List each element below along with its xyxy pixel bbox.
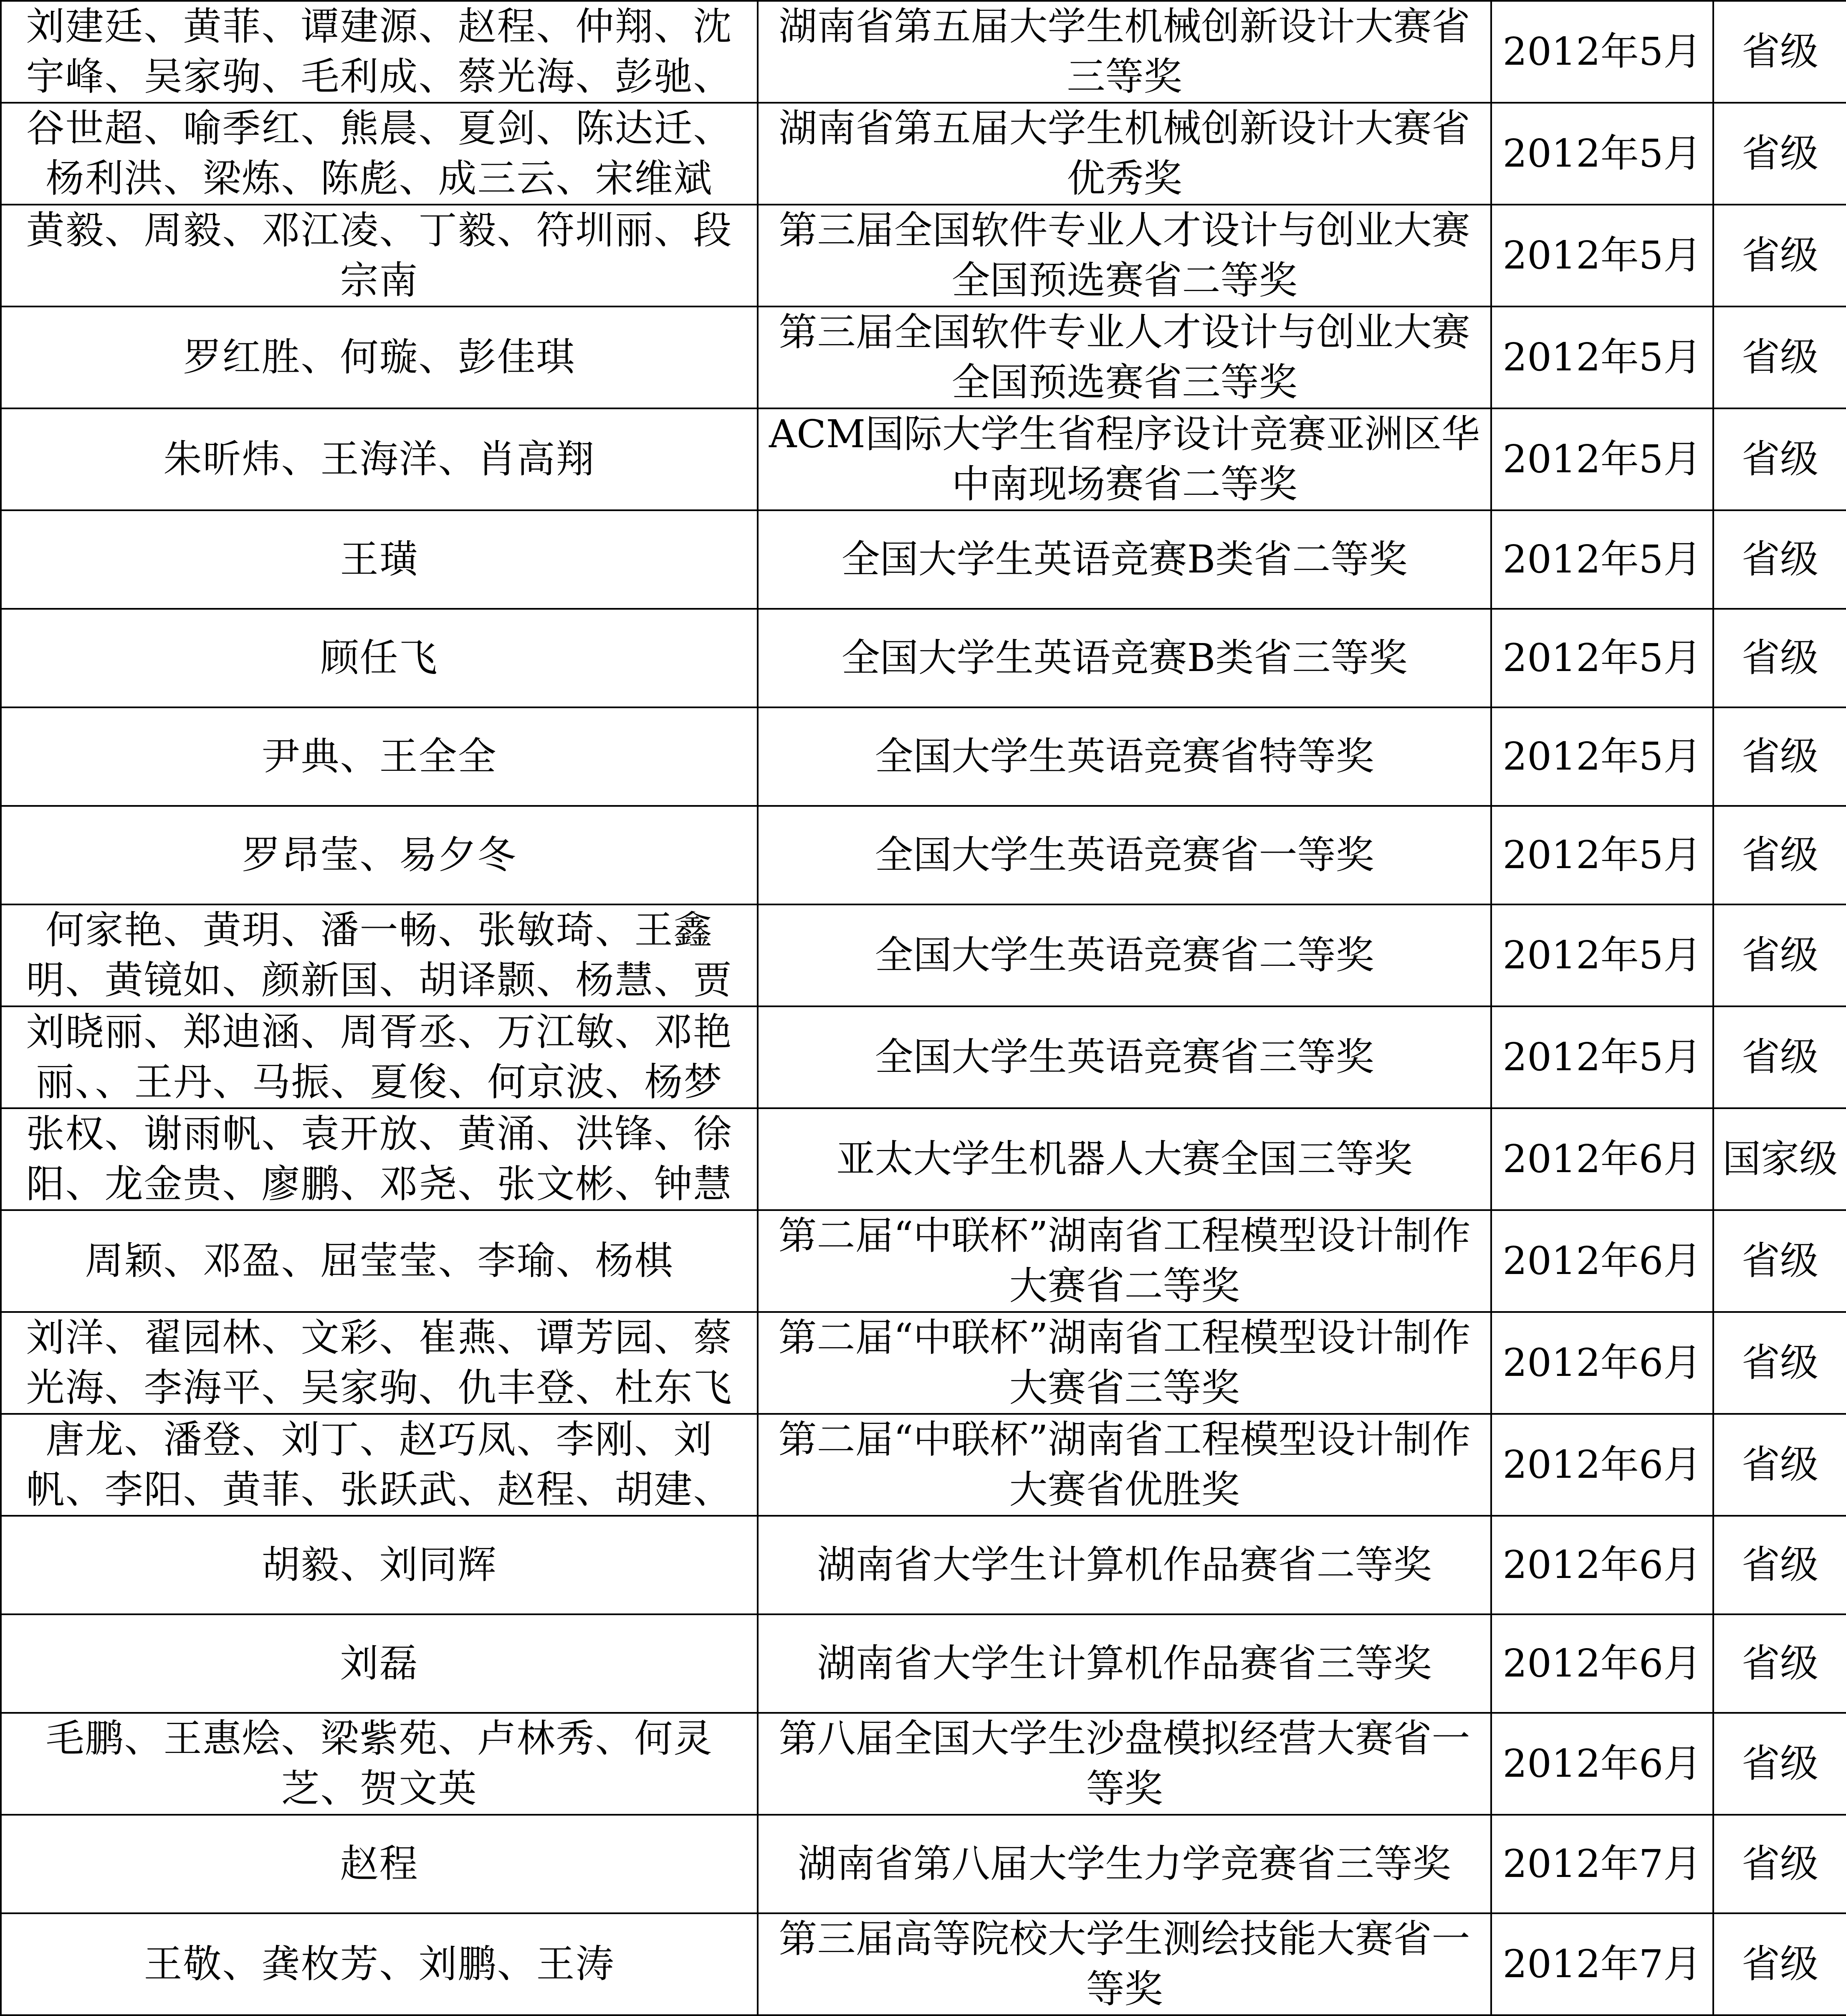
date-text: 2012年6月 (1502, 1238, 1702, 1283)
date-text: 2012年5月 (1502, 29, 1702, 74)
award-cell (758, 1, 1491, 103)
level-cell (1713, 1614, 1846, 1713)
date-cell (1491, 1414, 1713, 1516)
winners-text: 唐龙、潘登、刘丁、赵巧凤、李刚、刘帆、李阳、黄菲、张跃武、赵程、胡建、 (26, 1417, 733, 1512)
winners-cell (1, 306, 758, 408)
winners-cell (1, 1414, 758, 1516)
award-text: 湖南省第八届大学生力学竞赛省三等奖 (798, 1841, 1451, 1886)
level-cell (1713, 510, 1846, 609)
award-cell (758, 806, 1491, 904)
winners-text: 顾任飞 (320, 636, 438, 680)
winners-cell (1, 806, 758, 904)
date-cell (1491, 103, 1713, 205)
level-text: 省级 (1741, 131, 1818, 176)
level-cell (1713, 609, 1846, 707)
level-cell (1713, 1516, 1846, 1614)
award-text: ACM国际大学生省程序设计竞赛亚洲区华中南现场赛省二等奖 (769, 412, 1480, 507)
award-cell (758, 1312, 1491, 1414)
table-row (1, 306, 1846, 408)
date-cell (1491, 306, 1713, 408)
date-cell (1491, 1913, 1713, 2015)
date-text: 2012年5月 (1502, 437, 1702, 481)
award-text: 第二届“中联杯”湖南省工程模型设计制作大赛省三等奖 (778, 1315, 1471, 1410)
winners-cell (1, 205, 758, 306)
level-text: 省级 (1741, 734, 1818, 779)
winners-text: 朱昕炜、王海洋、肖高翔 (163, 437, 595, 481)
winners-cell (1, 609, 758, 707)
level-cell (1713, 1913, 1846, 2015)
award-text: 全国大学生英语竞赛B类省三等奖 (841, 636, 1408, 680)
level-text: 省级 (1741, 1741, 1818, 1786)
level-text: 省级 (1741, 537, 1818, 582)
winners-cell (1, 408, 758, 510)
award-cell (758, 1516, 1491, 1614)
date-cell (1491, 609, 1713, 707)
winners-cell (1, 1713, 758, 1815)
level-text: 省级 (1741, 833, 1818, 877)
winners-cell (1, 1, 758, 103)
level-cell (1713, 1815, 1846, 1913)
level-cell (1713, 1414, 1846, 1516)
winners-cell (1, 1210, 758, 1312)
award-cell (758, 306, 1491, 408)
winners-cell (1, 103, 758, 205)
award-text: 湖南省第五届大学生机械创新设计大赛省三等奖 (779, 4, 1470, 99)
level-cell (1713, 707, 1846, 806)
table-row (1, 1210, 1846, 1312)
winners-text: 张权、谢雨帆、袁开放、黄涌、洪锋、徐阳、龙金贵、廖鹏、邓尧、张文彬、钟慧 (26, 1112, 733, 1206)
table-row (1, 1, 1846, 103)
date-text: 2012年6月 (1502, 1641, 1702, 1686)
winners-text: 尹典、王全全 (261, 734, 497, 779)
table-row (1, 1713, 1846, 1815)
award-cell (758, 904, 1491, 1006)
award-cell (758, 1210, 1491, 1312)
table-row (1, 1312, 1846, 1414)
winners-cell (1, 1913, 758, 2015)
date-cell (1491, 1210, 1713, 1312)
level-cell (1713, 103, 1846, 205)
winners-cell (1, 904, 758, 1006)
level-text: 省级 (1741, 233, 1818, 278)
winners-text: 黄毅、周毅、邓江凌、丁毅、符圳丽、段宗南 (26, 208, 733, 303)
award-text: 湖南省大学生计算机作品赛省三等奖 (817, 1641, 1432, 1686)
award-cell (758, 1815, 1491, 1913)
table-row (1, 103, 1846, 205)
level-cell (1713, 1, 1846, 103)
table-row (1, 1414, 1846, 1516)
table-row (1, 1913, 1846, 2015)
award-text: 第二届“中联杯”湖南省工程模型设计制作大赛省优胜奖 (778, 1417, 1471, 1512)
award-cell (758, 1414, 1491, 1516)
award-cell (758, 510, 1491, 609)
winners-cell (1, 1815, 758, 1913)
table-row (1, 408, 1846, 510)
date-text: 2012年6月 (1502, 1340, 1702, 1385)
award-text: 第三届高等院校大学生测绘技能大赛省一等奖 (779, 1917, 1470, 2011)
date-cell (1491, 408, 1713, 510)
date-text: 2012年5月 (1502, 833, 1702, 877)
date-cell (1491, 904, 1713, 1006)
level-cell (1713, 806, 1846, 904)
level-text: 省级 (1741, 437, 1818, 481)
award-cell (758, 609, 1491, 707)
award-text: 全国大学生英语竞赛B类省二等奖 (841, 537, 1408, 582)
table-row (1, 904, 1846, 1006)
winners-text: 赵程 (340, 1841, 419, 1886)
award-text: 第二届“中联杯”湖南省工程模型设计制作大赛省二等奖 (778, 1213, 1471, 1308)
award-cell (758, 1713, 1491, 1815)
award-cell (758, 205, 1491, 306)
date-cell (1491, 1614, 1713, 1713)
date-text: 2012年7月 (1502, 1942, 1702, 1986)
date-cell (1491, 1, 1713, 103)
winners-text: 毛鹏、王惠烩、梁紫苑、卢林秀、何灵芝、贺文英 (46, 1716, 713, 1811)
award-text: 全国大学生英语竞赛省一等奖 (875, 833, 1374, 877)
date-text: 2012年5月 (1502, 537, 1702, 582)
date-text: 2012年6月 (1502, 1542, 1702, 1587)
level-cell (1713, 1210, 1846, 1312)
table-row (1, 609, 1846, 707)
level-cell (1713, 1108, 1846, 1210)
date-text: 2012年6月 (1502, 1137, 1702, 1181)
date-cell (1491, 1108, 1713, 1210)
winners-cell (1, 1108, 758, 1210)
winners-text: 王敬、龚枚芳、刘鹏、王涛 (144, 1942, 615, 1986)
award-cell (758, 408, 1491, 510)
winners-cell (1, 510, 758, 609)
date-cell (1491, 707, 1713, 806)
winners-text: 罗红胜、何璇、彭佳琪 (183, 335, 576, 380)
award-text: 全国大学生英语竞赛省二等奖 (875, 933, 1374, 978)
winners-text: 刘洋、翟园林、文彩、崔燕、谭芳园、蔡光海、李海平、吴家驹、仇丰登、杜东飞 (26, 1315, 733, 1410)
date-cell (1491, 1312, 1713, 1414)
date-text: 2012年6月 (1502, 1442, 1702, 1487)
level-text: 省级 (1741, 1340, 1818, 1385)
date-text: 2012年5月 (1502, 1035, 1702, 1079)
award-text: 湖南省第五届大学生机械创新设计大赛省优秀奖 (779, 106, 1470, 201)
award-cell (758, 103, 1491, 205)
winners-text: 刘磊 (340, 1641, 419, 1686)
award-cell (758, 1006, 1491, 1108)
date-cell (1491, 1516, 1713, 1614)
award-cell (758, 1108, 1491, 1210)
award-cell (758, 1614, 1491, 1713)
level-cell (1713, 1006, 1846, 1108)
level-cell (1713, 1312, 1846, 1414)
award-cell (758, 707, 1491, 806)
winners-text: 罗昂莹、易夕冬 (242, 833, 517, 877)
date-text: 2012年5月 (1502, 734, 1702, 779)
winners-text: 何家艳、黄玥、潘一畅、张敏琦、王鑫明、黄镜如、颜新国、胡译颢、杨慧、贾 (26, 908, 733, 1003)
award-text: 湖南省大学生计算机作品赛省二等奖 (817, 1542, 1432, 1587)
date-text: 2012年6月 (1502, 1741, 1702, 1786)
date-text: 2012年5月 (1502, 933, 1702, 978)
level-text: 省级 (1741, 1841, 1818, 1886)
winners-cell (1, 1516, 758, 1614)
award-text: 第三届全国软件专业人才设计与创业大赛全国预选赛省二等奖 (779, 208, 1470, 303)
winners-cell (1, 1312, 758, 1414)
date-text: 2012年5月 (1502, 335, 1702, 380)
winners-cell (1, 1006, 758, 1108)
level-text: 省级 (1741, 1442, 1818, 1487)
level-text: 省级 (1741, 1641, 1818, 1686)
winners-text: 胡毅、刘同辉 (261, 1542, 497, 1587)
award-text: 全国大学生英语竞赛省三等奖 (875, 1035, 1374, 1079)
date-text: 2012年5月 (1502, 636, 1702, 680)
winners-text: 谷世超、喻季红、熊晨、夏剑、陈达迁、杨利洪、梁炼、陈彪、成三云、宋维斌 (26, 106, 733, 201)
date-text: 2012年7月 (1502, 1841, 1702, 1886)
level-text: 省级 (1741, 933, 1818, 978)
table-row (1, 510, 1846, 609)
level-text: 省级 (1741, 1942, 1818, 1986)
level-text: 省级 (1741, 29, 1818, 74)
table-row (1, 806, 1846, 904)
date-cell (1491, 205, 1713, 306)
awards-table-body (1, 1, 1846, 2015)
date-text: 2012年5月 (1502, 131, 1702, 176)
winners-text: 王璜 (340, 537, 419, 582)
level-cell (1713, 306, 1846, 408)
award-cell (758, 1913, 1491, 2015)
level-text: 省级 (1741, 335, 1818, 380)
level-text: 省级 (1741, 1542, 1818, 1587)
award-text: 第三届全国软件专业人才设计与创业大赛全国预选赛省三等奖 (779, 310, 1470, 405)
table-row (1, 1614, 1846, 1713)
table-row (1, 1108, 1846, 1210)
level-text: 省级 (1741, 1035, 1818, 1079)
table-row (1, 1815, 1846, 1913)
date-cell (1491, 806, 1713, 904)
table-row (1, 205, 1846, 306)
date-text: 2012年5月 (1502, 233, 1702, 278)
level-text: 国家级 (1722, 1137, 1838, 1181)
table-row (1, 1516, 1846, 1614)
award-text: 第八届全国大学生沙盘模拟经营大赛省一等奖 (779, 1716, 1470, 1811)
winners-cell (1, 1614, 758, 1713)
date-cell (1491, 1713, 1713, 1815)
level-text: 省级 (1741, 1238, 1818, 1283)
level-cell (1713, 205, 1846, 306)
award-text: 全国大学生英语竞赛省特等奖 (875, 734, 1374, 779)
winners-cell (1, 707, 758, 806)
winners-text: 刘建廷、黄菲、谭建源、赵程、仲翔、沈宇峰、吴家驹、毛利成、蔡光海、彭驰、 (26, 4, 733, 99)
level-cell (1713, 408, 1846, 510)
date-cell (1491, 510, 1713, 609)
winners-text: 周颖、邓盈、屈莹莹、李瑜、杨棋 (85, 1238, 674, 1283)
date-cell (1491, 1815, 1713, 1913)
table-row (1, 1006, 1846, 1108)
award-text: 亚太大学生机器人大赛全国三等奖 (836, 1137, 1413, 1181)
level-cell (1713, 904, 1846, 1006)
level-text: 省级 (1741, 636, 1818, 680)
winners-text: 刘晓丽、郑迪涵、周胥丞、万江敏、邓艳丽、、王丹、马振、夏俊、何京波、杨梦 (26, 1010, 733, 1104)
level-cell (1713, 1713, 1846, 1815)
date-cell (1491, 1006, 1713, 1108)
table-row (1, 707, 1846, 806)
